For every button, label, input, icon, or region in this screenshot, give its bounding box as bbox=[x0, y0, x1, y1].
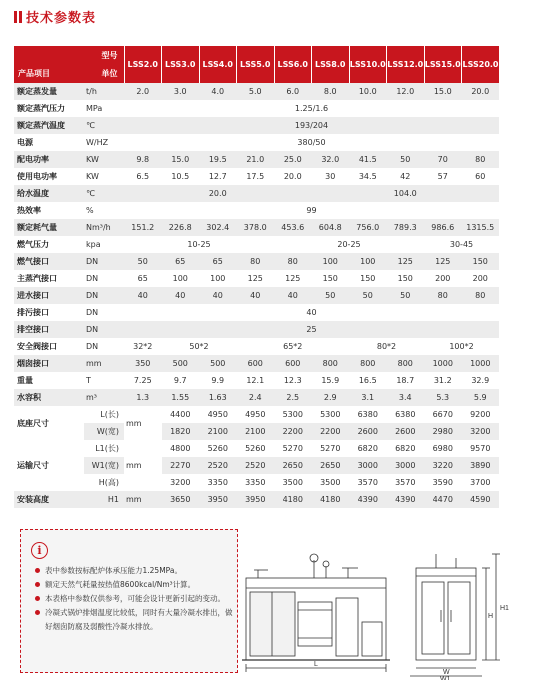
dim-group-label: 底座尺寸 bbox=[14, 406, 84, 440]
table-cell: 1820 bbox=[162, 423, 200, 440]
table-cell: 2100 bbox=[237, 423, 275, 440]
table-cell: 60 bbox=[462, 168, 500, 185]
table-row bbox=[14, 202, 499, 219]
note-item bbox=[35, 606, 233, 634]
model-header: LSS5.0 bbox=[237, 46, 275, 83]
note-text: 额定天然气耗量按热值8600kcal/Nm³计算。 bbox=[45, 580, 196, 589]
table-cell: 3700 bbox=[462, 474, 500, 491]
note-text: 本表格中参数仅供参考，可能会设计更新引起的变动。 bbox=[45, 594, 225, 603]
table-cell: 41.5 bbox=[349, 151, 387, 168]
model-header: LSS4.0 bbox=[199, 46, 237, 83]
table-cell: 5300 bbox=[274, 406, 312, 423]
row-label: 额定蒸发量 bbox=[14, 83, 84, 100]
dim-sub-label: H(高) bbox=[84, 474, 124, 491]
spec-table bbox=[14, 46, 499, 508]
notes-list bbox=[35, 564, 233, 634]
table-cell: 20.0 bbox=[124, 185, 312, 202]
table-cell: 9.9 bbox=[199, 372, 237, 389]
table-cell: 3570 bbox=[387, 474, 425, 491]
table-cell: 4390 bbox=[387, 491, 425, 508]
row-label: 给水温度 bbox=[14, 185, 84, 202]
row-label: 燃气接口 bbox=[14, 253, 84, 270]
table-cell: 150 bbox=[387, 270, 425, 287]
table-cell: 10.5 bbox=[162, 168, 200, 185]
dim-unit: mm bbox=[124, 491, 162, 508]
table-cell: 100 bbox=[199, 270, 237, 287]
table-cell: 6.5 bbox=[124, 168, 162, 185]
dim-label-L: L bbox=[314, 661, 318, 668]
table-row bbox=[14, 457, 499, 474]
table-cell: 16.5 bbox=[349, 372, 387, 389]
table-cell: 4180 bbox=[312, 491, 350, 508]
table-cell: 4950 bbox=[199, 406, 237, 423]
table-cell: 10.0 bbox=[349, 83, 387, 100]
table-cell: 2600 bbox=[349, 423, 387, 440]
table-row bbox=[14, 270, 499, 287]
table-cell: 2100 bbox=[199, 423, 237, 440]
dim-label-H1: H1 bbox=[500, 605, 509, 612]
table-cell: 100 bbox=[312, 253, 350, 270]
table-cell: 6670 bbox=[424, 406, 462, 423]
header-model-label: 型号 bbox=[101, 51, 118, 60]
dim-sub-label: W(宽) bbox=[84, 423, 124, 440]
table-cell: 150 bbox=[462, 253, 500, 270]
table-cell: 6980 bbox=[424, 440, 462, 457]
table-cell: 50 bbox=[349, 287, 387, 304]
table-cell: 12.7 bbox=[199, 168, 237, 185]
table-cell: 104.0 bbox=[312, 185, 500, 202]
table-cell: 3350 bbox=[237, 474, 275, 491]
table-row bbox=[14, 440, 499, 457]
row-unit: m³ bbox=[84, 389, 124, 406]
table-cell: 125 bbox=[274, 270, 312, 287]
table-cell: 80 bbox=[462, 151, 500, 168]
table-cell: 4800 bbox=[162, 440, 200, 457]
table-cell: 12.3 bbox=[274, 372, 312, 389]
table-cell: 15.0 bbox=[162, 151, 200, 168]
table-cell: 25 bbox=[124, 321, 499, 338]
dim-unit: mm bbox=[124, 440, 162, 491]
row-label: 烟囱接口 bbox=[14, 355, 84, 372]
table-cell: 4180 bbox=[274, 491, 312, 508]
table-cell: 9.7 bbox=[162, 372, 200, 389]
table-row bbox=[14, 372, 499, 389]
table-cell: 99 bbox=[124, 202, 499, 219]
table-cell: 32*2 bbox=[124, 338, 162, 355]
table-cell: 302.4 bbox=[199, 219, 237, 236]
table-cell: 42 bbox=[387, 168, 425, 185]
table-cell: 150 bbox=[312, 270, 350, 287]
table-cell: 40 bbox=[237, 287, 275, 304]
dim-label-H: H bbox=[488, 613, 494, 620]
table-cell: 50*2 bbox=[162, 338, 237, 355]
table-cell: 9200 bbox=[462, 406, 500, 423]
row-label: 安全阀接口 bbox=[14, 338, 84, 355]
row-label: 额定蒸汽温度 bbox=[14, 117, 84, 134]
row-label: 配电功率 bbox=[14, 151, 84, 168]
row-unit: kpa bbox=[84, 236, 124, 253]
row-label: 重量 bbox=[14, 372, 84, 389]
table-cell: 4590 bbox=[462, 491, 500, 508]
table-cell: 350 bbox=[124, 355, 162, 372]
row-unit: t/h bbox=[84, 83, 124, 100]
table-cell: 100 bbox=[349, 253, 387, 270]
table-cell: 3950 bbox=[237, 491, 275, 508]
table-cell: 1000 bbox=[424, 355, 462, 372]
table-row bbox=[14, 338, 499, 355]
table-cell: 17.5 bbox=[237, 168, 275, 185]
notes-box bbox=[20, 529, 238, 673]
table-cell: 65*2 bbox=[237, 338, 350, 355]
note-text: 冷凝式锅炉排烟温度比较低，同时有大量冷凝水排出，做好烟囱防腐及弱酸性冷凝水排放。 bbox=[45, 608, 233, 631]
model-header: LSS2.0 bbox=[124, 46, 162, 83]
table-cell: 986.6 bbox=[424, 219, 462, 236]
note-item bbox=[35, 564, 233, 578]
note-item bbox=[35, 578, 233, 592]
table-cell: 2.4 bbox=[237, 389, 275, 406]
table-cell: 150 bbox=[349, 270, 387, 287]
row-unit: Nm³/h bbox=[84, 219, 124, 236]
table-cell: 2650 bbox=[274, 457, 312, 474]
table-cell: 500 bbox=[199, 355, 237, 372]
table-cell: 6820 bbox=[387, 440, 425, 457]
dim-unit: mm bbox=[124, 406, 162, 440]
table-cell: 2520 bbox=[237, 457, 275, 474]
table-cell: 80 bbox=[274, 253, 312, 270]
table-cell: 3350 bbox=[199, 474, 237, 491]
model-header: LSS6.0 bbox=[274, 46, 312, 83]
table-cell: 2600 bbox=[387, 423, 425, 440]
table-cell: 380/50 bbox=[124, 134, 499, 151]
table-row bbox=[14, 151, 499, 168]
info-icon: i bbox=[31, 542, 48, 559]
table-cell: 800 bbox=[349, 355, 387, 372]
row-unit: DN bbox=[84, 338, 124, 355]
table-cell: 30-45 bbox=[424, 236, 499, 253]
table-cell: 193/204 bbox=[124, 117, 499, 134]
table-cell: 2270 bbox=[162, 457, 200, 474]
table-cell: 40 bbox=[274, 287, 312, 304]
table-cell: 5270 bbox=[274, 440, 312, 457]
row-unit: KW bbox=[84, 151, 124, 168]
table-cell: 600 bbox=[274, 355, 312, 372]
row-unit: ℃ bbox=[84, 185, 124, 202]
row-unit: MPa bbox=[84, 100, 124, 117]
dim-group-label: 安装高度 bbox=[14, 491, 84, 508]
row-label: 主蒸汽接口 bbox=[14, 270, 84, 287]
note-item bbox=[35, 592, 233, 606]
dim-sub-label: L1(长) bbox=[84, 440, 124, 457]
table-row bbox=[14, 304, 499, 321]
table-cell: 15.9 bbox=[312, 372, 350, 389]
row-label: 额定蒸汽压力 bbox=[14, 100, 84, 117]
table-cell: 5300 bbox=[312, 406, 350, 423]
table-row bbox=[14, 134, 499, 151]
table-row bbox=[14, 389, 499, 406]
row-label: 水容积 bbox=[14, 389, 84, 406]
table-cell: 65 bbox=[124, 270, 162, 287]
bullet-icon bbox=[35, 582, 40, 587]
model-header: LSS12.0 bbox=[387, 46, 425, 83]
table-cell: 20-25 bbox=[274, 236, 424, 253]
table-cell: 50 bbox=[312, 287, 350, 304]
table-cell: 3.1 bbox=[349, 389, 387, 406]
table-cell: 50 bbox=[387, 151, 425, 168]
row-label: 排污接口 bbox=[14, 304, 84, 321]
row-label: 热效率 bbox=[14, 202, 84, 219]
model-header: LSS20.0 bbox=[462, 46, 500, 83]
table-cell: 50 bbox=[124, 253, 162, 270]
table-cell: 2200 bbox=[312, 423, 350, 440]
header-unit-label: 单位 bbox=[101, 69, 118, 78]
table-cell: 3570 bbox=[349, 474, 387, 491]
table-cell: 125 bbox=[424, 253, 462, 270]
row-unit: DN bbox=[84, 321, 124, 338]
table-cell: 800 bbox=[387, 355, 425, 372]
table-cell: 2200 bbox=[274, 423, 312, 440]
table-cell: 65 bbox=[199, 253, 237, 270]
table-cell: 2.5 bbox=[274, 389, 312, 406]
table-cell: 2520 bbox=[199, 457, 237, 474]
table-cell: 3.4 bbox=[387, 389, 425, 406]
table-cell: 5.0 bbox=[237, 83, 275, 100]
table-cell: 3.0 bbox=[162, 83, 200, 100]
boiler-diagram bbox=[238, 540, 528, 680]
table-cell: 70 bbox=[424, 151, 462, 168]
table-cell: 10-25 bbox=[124, 236, 274, 253]
table-cell: 100 bbox=[162, 270, 200, 287]
title-bars-icon bbox=[14, 11, 22, 23]
table-cell: 30 bbox=[312, 168, 350, 185]
table-cell: 6380 bbox=[349, 406, 387, 423]
table-row bbox=[14, 423, 499, 440]
row-label: 进水接口 bbox=[14, 287, 84, 304]
table-cell: 19.5 bbox=[199, 151, 237, 168]
table-cell: 1.25/1.6 bbox=[124, 100, 499, 117]
row-label: 使用电功率 bbox=[14, 168, 84, 185]
table-cell: 6380 bbox=[387, 406, 425, 423]
table-cell: 1.63 bbox=[199, 389, 237, 406]
bullet-icon bbox=[35, 596, 40, 601]
table-cell: 18.7 bbox=[387, 372, 425, 389]
table-cell: 31.2 bbox=[424, 372, 462, 389]
table-cell: 80*2 bbox=[349, 338, 424, 355]
table-cell: 3650 bbox=[162, 491, 200, 508]
table-cell: 65 bbox=[162, 253, 200, 270]
table-cell: 12.0 bbox=[387, 83, 425, 100]
table-cell: 2980 bbox=[424, 423, 462, 440]
table-cell: 604.8 bbox=[312, 219, 350, 236]
table-cell: 2.0 bbox=[124, 83, 162, 100]
row-unit: ℃ bbox=[84, 117, 124, 134]
table-cell: 5260 bbox=[237, 440, 275, 457]
table-cell: 378.0 bbox=[237, 219, 275, 236]
dim-group-label: 运输尺寸 bbox=[14, 440, 84, 491]
table-cell: 7.25 bbox=[124, 372, 162, 389]
table-header-row bbox=[14, 46, 499, 83]
row-unit: DN bbox=[84, 253, 124, 270]
table-row bbox=[14, 83, 499, 100]
table-cell: 5260 bbox=[199, 440, 237, 457]
bullet-icon bbox=[35, 568, 40, 573]
table-cell: 9570 bbox=[462, 440, 500, 457]
row-unit: DN bbox=[84, 270, 124, 287]
table-cell: 125 bbox=[237, 270, 275, 287]
table-cell: 4.0 bbox=[199, 83, 237, 100]
table-cell: 4470 bbox=[424, 491, 462, 508]
table-cell: 3890 bbox=[462, 457, 500, 474]
table-cell: 20.0 bbox=[274, 168, 312, 185]
table-cell: 789.3 bbox=[387, 219, 425, 236]
model-header: LSS15.0 bbox=[424, 46, 462, 83]
table-cell: 4950 bbox=[237, 406, 275, 423]
table-cell: 600 bbox=[237, 355, 275, 372]
table-cell: 15.0 bbox=[424, 83, 462, 100]
table-row bbox=[14, 406, 499, 423]
table-cell: 3000 bbox=[349, 457, 387, 474]
model-header: LSS3.0 bbox=[162, 46, 200, 83]
row-label: 额定耗气量 bbox=[14, 219, 84, 236]
table-row bbox=[14, 236, 499, 253]
table-cell: 5.9 bbox=[462, 389, 500, 406]
row-label: 排空接口 bbox=[14, 321, 84, 338]
table-cell: 2650 bbox=[312, 457, 350, 474]
table-cell: 21.0 bbox=[237, 151, 275, 168]
page-title: 技术参数表 bbox=[26, 11, 97, 26]
table-cell: 3200 bbox=[162, 474, 200, 491]
table-row bbox=[14, 185, 499, 202]
table-cell: 50 bbox=[387, 287, 425, 304]
table-cell: 32.9 bbox=[462, 372, 500, 389]
table-cell: 5270 bbox=[312, 440, 350, 457]
table-cell: 80 bbox=[424, 287, 462, 304]
table-cell: 6820 bbox=[349, 440, 387, 457]
table-cell: 40 bbox=[124, 287, 162, 304]
table-row bbox=[14, 168, 499, 185]
table-cell: 226.8 bbox=[162, 219, 200, 236]
dim-sub-label: H1 bbox=[84, 491, 124, 508]
table-cell: 12.1 bbox=[237, 372, 275, 389]
table-row bbox=[14, 117, 499, 134]
table-cell: 200 bbox=[424, 270, 462, 287]
table-cell: 453.6 bbox=[274, 219, 312, 236]
table-cell: 40 bbox=[199, 287, 237, 304]
row-unit: KW bbox=[84, 168, 124, 185]
table-cell: 151.2 bbox=[124, 219, 162, 236]
row-unit: DN bbox=[84, 287, 124, 304]
table-row bbox=[14, 355, 499, 372]
table-cell: 1.3 bbox=[124, 389, 162, 406]
row-unit: DN bbox=[84, 304, 124, 321]
table-cell: 1.55 bbox=[162, 389, 200, 406]
row-unit: W/HZ bbox=[84, 134, 124, 151]
table-cell: 756.0 bbox=[349, 219, 387, 236]
table-cell: 2.9 bbox=[312, 389, 350, 406]
boiler-drum bbox=[298, 602, 332, 646]
table-cell: 3590 bbox=[424, 474, 462, 491]
table-cell: 3500 bbox=[312, 474, 350, 491]
table-cell: 1000 bbox=[462, 355, 500, 372]
table-cell: 34.5 bbox=[349, 168, 387, 185]
table-cell: 9.8 bbox=[124, 151, 162, 168]
table-cell: 200 bbox=[462, 270, 500, 287]
row-label: 燃气压力 bbox=[14, 236, 84, 253]
table-cell: 3500 bbox=[274, 474, 312, 491]
model-header: LSS10.0 bbox=[349, 46, 387, 83]
table-row bbox=[14, 100, 499, 117]
table-row bbox=[14, 253, 499, 270]
note-text: 表中参数按标配炉体承压能力1.25MPa。 bbox=[45, 566, 182, 575]
table-cell: 3220 bbox=[424, 457, 462, 474]
table-row bbox=[14, 491, 499, 508]
header-corner bbox=[14, 46, 124, 83]
table-cell: 40 bbox=[124, 304, 499, 321]
table-cell: 3950 bbox=[199, 491, 237, 508]
table-cell: 5.3 bbox=[424, 389, 462, 406]
table-cell: 80 bbox=[462, 287, 500, 304]
table-cell: 25.0 bbox=[274, 151, 312, 168]
table-row bbox=[14, 321, 499, 338]
model-header: LSS8.0 bbox=[312, 46, 350, 83]
header-item-label: 产品项目 bbox=[18, 69, 50, 78]
table-cell: 800 bbox=[312, 355, 350, 372]
table-cell: 1315.5 bbox=[462, 219, 500, 236]
dim-label-W1: W1 bbox=[440, 676, 451, 680]
dim-sub-label: L(长) bbox=[84, 406, 124, 423]
table-cell: 3200 bbox=[462, 423, 500, 440]
table-cell: 4390 bbox=[349, 491, 387, 508]
row-unit: T bbox=[84, 372, 124, 389]
row-unit: % bbox=[84, 202, 124, 219]
table-cell: 3000 bbox=[387, 457, 425, 474]
table-cell: 40 bbox=[162, 287, 200, 304]
row-label: 电源 bbox=[14, 134, 84, 151]
table-cell: 4400 bbox=[162, 406, 200, 423]
table-cell: 6.0 bbox=[274, 83, 312, 100]
table-row bbox=[14, 474, 499, 491]
table-cell: 32.0 bbox=[312, 151, 350, 168]
table-cell: 125 bbox=[387, 253, 425, 270]
bullet-icon bbox=[35, 610, 40, 615]
row-unit: mm bbox=[84, 355, 124, 372]
dim-sub-label: W1(宽) bbox=[84, 457, 124, 474]
table-cell: 20.0 bbox=[462, 83, 500, 100]
table-cell: 100*2 bbox=[424, 338, 499, 355]
table-cell: 80 bbox=[237, 253, 275, 270]
table-cell: 57 bbox=[424, 168, 462, 185]
dim-label-W: W bbox=[443, 669, 450, 676]
table-cell: 8.0 bbox=[312, 83, 350, 100]
section-title bbox=[14, 7, 96, 26]
table-row bbox=[14, 219, 499, 236]
table-row bbox=[14, 287, 499, 304]
table-cell: 500 bbox=[162, 355, 200, 372]
